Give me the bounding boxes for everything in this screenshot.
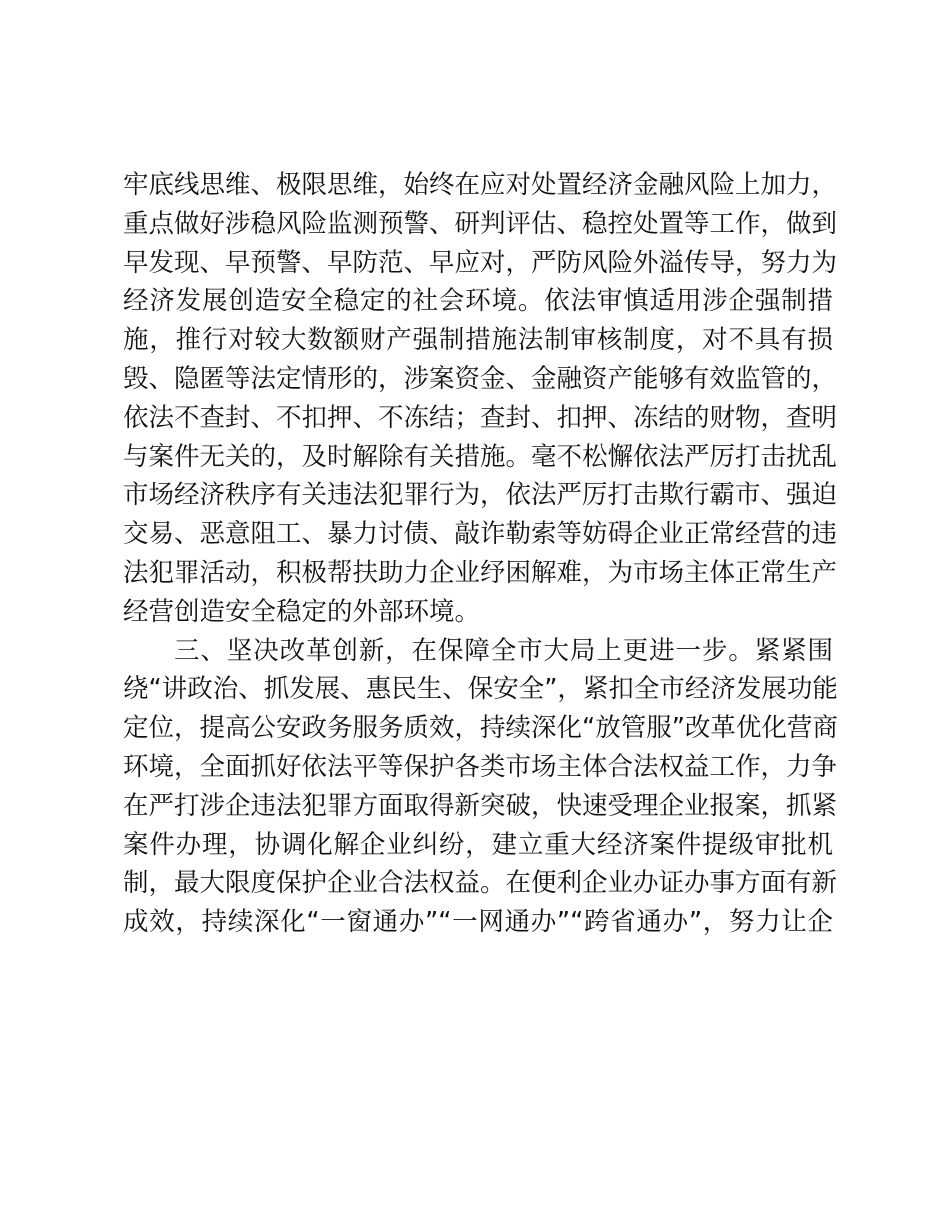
text-line: 交易、恶意阻工、暴力讨债、敲诈勒索等妨碍企业正常经营的违 <box>123 519 838 550</box>
text-line: 依法不查封、不扣押、不冻结；查封、扣押、冻结的财物，查明 <box>123 402 838 433</box>
text-line: 经济发展创造安全稳定的社会环境。依法审慎适用涉企强制措 <box>123 286 833 317</box>
paragraph-2 <box>123 632 838 942</box>
document-body <box>123 166 838 942</box>
text-line: 制，最大限度保护企业合法权益。在便利企业办证办事方面有新 <box>123 868 838 899</box>
text-line: 法犯罪活动，积极帮扶助力企业纾困解难，为市场主体正常生产 <box>123 557 838 588</box>
text-line: 案件办理，协调化解企业纠纷，建立重大经济案件提级审批机 <box>123 829 833 860</box>
text-line: 牢底线思维、极限思维，始终在应对处置经济金融风险上加力， <box>123 170 838 200</box>
text-line: 定位，提高公安政务服务质效，持续深化“放管服”改革优化营商 <box>123 713 838 744</box>
text-line: 绕“讲政治、抓发展、惠民生、保安全”，紧扣全市经济发展功能 <box>123 674 838 705</box>
text-line: 环境，全面抓好依法平等保护各类市场主体合法权益工作，力争 <box>123 751 838 782</box>
text-line: 成效，持续深化“一窗通办”“一网通办”“跨省通办”，努力让企 <box>123 907 833 938</box>
text-line: 市场经济秩序有关违法犯罪行为，依法严厉打击欺行霸市、强迫 <box>123 480 838 511</box>
text-line: 毁、隐匿等法定情形的，涉案资金、金融资产能够有效监管的， <box>123 363 838 394</box>
text-line: 经营创造安全稳定的外部环境。 <box>123 596 481 627</box>
text-line: 早发现、早预警、早防范、早应对，严防风险外溢传导，努力为 <box>123 247 838 278</box>
text-line: 在严打涉企违法犯罪方面取得新突破，快速受理企业报案，抓紧 <box>123 790 838 821</box>
text-line: 重点做好涉稳风险监测预警、研判评估、稳控处置等工作，做到 <box>123 208 838 239</box>
paragraph-1 <box>123 166 838 632</box>
section-heading-line: 三、坚决改革创新，在保障全市大局上更进一步。紧紧围 <box>174 635 833 666</box>
text-line: 与案件无关的，及时解除有关措施。毫不松懈依法严厉打击扰乱 <box>123 441 838 472</box>
text-line: 施，推行对较大数额财产强制措施法制审核制度，对不具有损 <box>123 325 833 356</box>
